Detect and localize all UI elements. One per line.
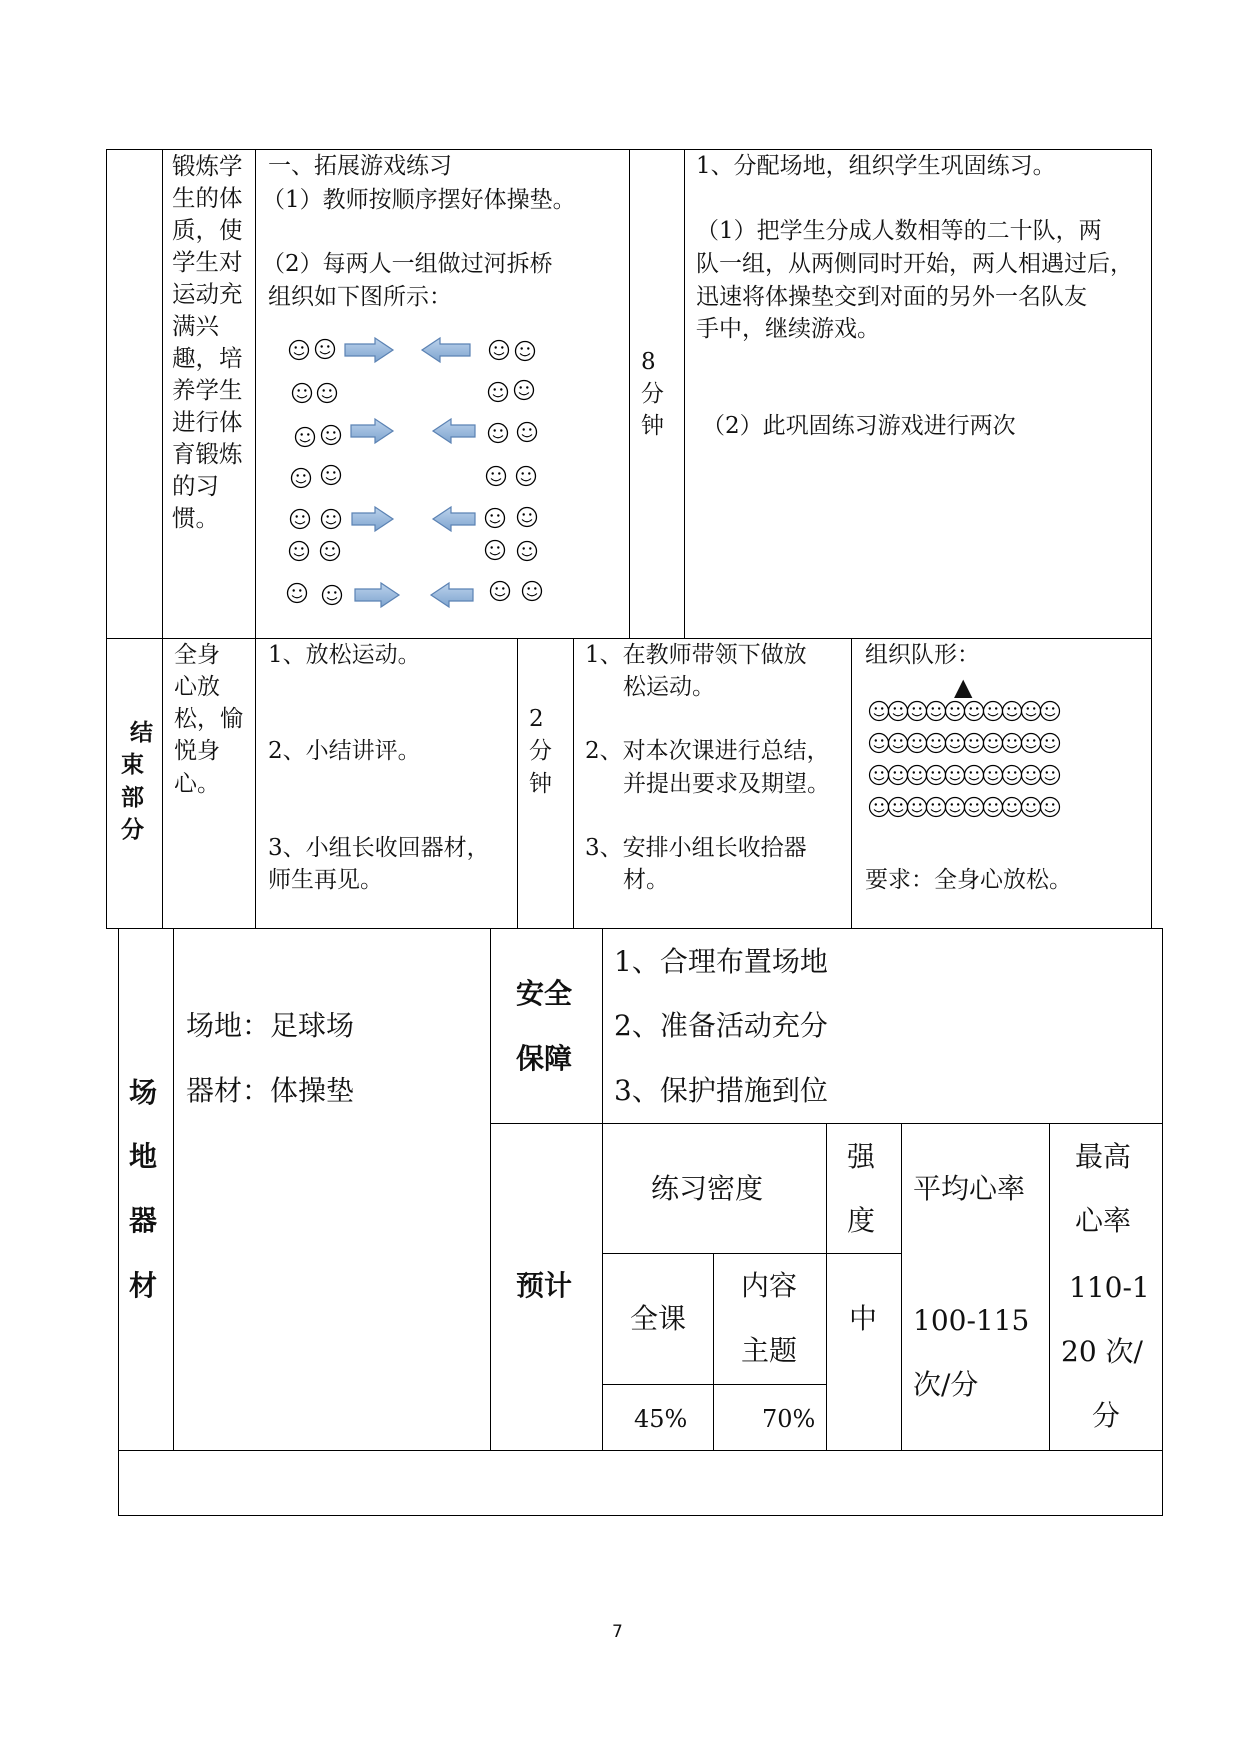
left-arrow-icon [433,507,475,531]
max-hr-value: 20 次/ [1061,1335,1143,1368]
student-face [489,383,508,402]
upper-org-line: 迅速将体操垫交到对面的另外一名队友 [696,284,1087,310]
right-arrow-icon [345,338,393,362]
venue-section-label: 材 [129,1269,158,1302]
safety-item: 3、保护措施到位 [614,1074,828,1107]
student-face [515,381,534,400]
student-face [322,510,341,529]
whole-class-header: 全课 [630,1302,687,1335]
ending-section-label: 结 [130,719,153,746]
student-face [491,582,510,601]
right-arrow-icon [352,507,393,531]
upper-org-line: 1、分配场地，组织学生巩固练习。 [696,153,1056,179]
right-arrow-icon [355,583,399,607]
student-face [518,508,537,527]
safety-label: 安全 [516,977,573,1010]
student-face [288,584,307,603]
student-face [516,342,535,361]
upper-org-line: （2）此巩固练习游戏进行两次 [702,413,1016,439]
intensity-header: 强 [847,1140,876,1173]
student-face [490,341,509,360]
upper-time: 8 [641,349,656,375]
student-face [487,467,506,486]
ending-teacher-line: 松运动。 [623,674,715,700]
ending-content-line: 2、小结讲评。 [268,738,421,764]
ending-teacher-line: 1、在教师带领下做放 [585,642,807,668]
student-face [323,586,342,605]
student-face [489,424,508,443]
student-face [290,341,309,360]
ending-section-label: 部 [121,784,144,811]
student-face [517,467,536,486]
topic-value: 70% [762,1405,816,1433]
safety-label: 保障 [516,1042,573,1075]
ending-time: 分 [529,738,552,764]
upper-time: 分 [641,381,664,407]
upper-content-line: 组织如下图所示： [268,284,452,310]
student-face [523,582,542,601]
ending-content-line: 1、放松运动。 [268,642,421,668]
student-face [292,469,311,488]
ending-teacher-line: 并提出要求及期望。 [623,771,830,797]
ending-time: 2 [529,706,544,732]
ending-goal-line: 悦身 [174,738,220,764]
student-face [316,340,335,359]
page-number: 7 [612,1622,623,1642]
safety-item: 1、合理布置场地 [614,945,828,978]
avg-hr-value: 次/分 [913,1368,979,1401]
ending-time: 钟 [529,771,552,797]
venue-section-label: 场 [129,1076,158,1109]
ending-content-line: 师生再见。 [268,867,383,893]
ending-content-line: 3、小组长收回器材， [268,835,490,861]
upper-org-line: 手中，继续游戏。 [696,316,880,342]
safety-item: 2、准备活动充分 [614,1009,828,1042]
ending-teacher-line: 3、安排小组长收拾器 [585,835,807,861]
left-arrow-icon [433,419,475,443]
max-hr-value: 分 [1092,1399,1121,1432]
student-face [321,542,340,561]
right-arrow-icon [351,419,393,443]
ending-goal-line: 心。 [174,771,220,797]
student-face [518,542,537,561]
ending-section-label: 分 [121,816,144,843]
density-header: 练习密度 [651,1172,764,1205]
student-face [322,466,341,485]
whole-class-value: 45% [634,1405,688,1433]
upper-content-line: （2）每两人一组做过河拆桥 [262,251,553,277]
left-arrow-icon [422,338,470,362]
avg-hr-header: 平均心率 [913,1172,1026,1205]
venue-section-label: 器 [129,1204,158,1237]
max-hr-header: 心率 [1075,1204,1132,1237]
venue-equipment: 器材：体操垫 [186,1074,355,1107]
max-hr-header: 最高 [1075,1140,1132,1173]
upper-content-heading: 一、拓展游戏练习 [268,153,452,179]
student-face [296,428,315,447]
left-arrow-icon [431,583,473,607]
upper-org-line: （1）把学生分成人数相等的二十队，两 [696,218,1102,244]
topic-header: 内容 [741,1269,798,1302]
max-hr-value: 110-1 [1069,1271,1150,1304]
upper-org-line: 队一组，从两侧同时开始，两人相遇过后， [696,251,1133,277]
bridge-game-diagram [275,325,565,615]
ending-section-label: 束 [121,751,144,778]
student-face [293,384,312,403]
intensity-value: 中 [849,1302,878,1335]
student-face [518,423,537,442]
student-face [290,542,309,561]
ending-requirement: 要求：全身心放松。 [865,867,1072,893]
upper-goal-text: 锻炼学生的体质，使学生对运动充满兴趣，培养学生进行体育锻炼的习惯。 [172,152,243,532]
upper-time: 钟 [641,413,664,439]
student-face [322,426,341,445]
topic-header: 主题 [741,1334,798,1367]
student-face [486,541,505,560]
ending-goal-line: 松，愉 [174,706,243,732]
venue-site: 场地：足球场 [186,1009,355,1042]
venue-section-label: 地 [129,1140,158,1173]
formation-diagram [866,695,1066,825]
formation-label: 组织队形： [865,642,980,668]
student-face [291,510,310,529]
ending-teacher-line: 材。 [623,867,669,893]
intensity-header: 度 [847,1204,876,1237]
student-face [486,509,505,528]
student-face [318,384,337,403]
avg-hr-value: 100-115 [913,1304,1030,1337]
teacher-position-marker: ▲ [954,673,973,701]
estimate-label: 预计 [516,1269,573,1302]
ending-teacher-line: 2、对本次课进行总结， [585,738,830,764]
ending-goal-line: 全身 [174,642,220,668]
upper-content-line: （1）教师按顺序摆好体操垫。 [262,187,576,213]
ending-goal-line: 心放 [174,674,220,700]
